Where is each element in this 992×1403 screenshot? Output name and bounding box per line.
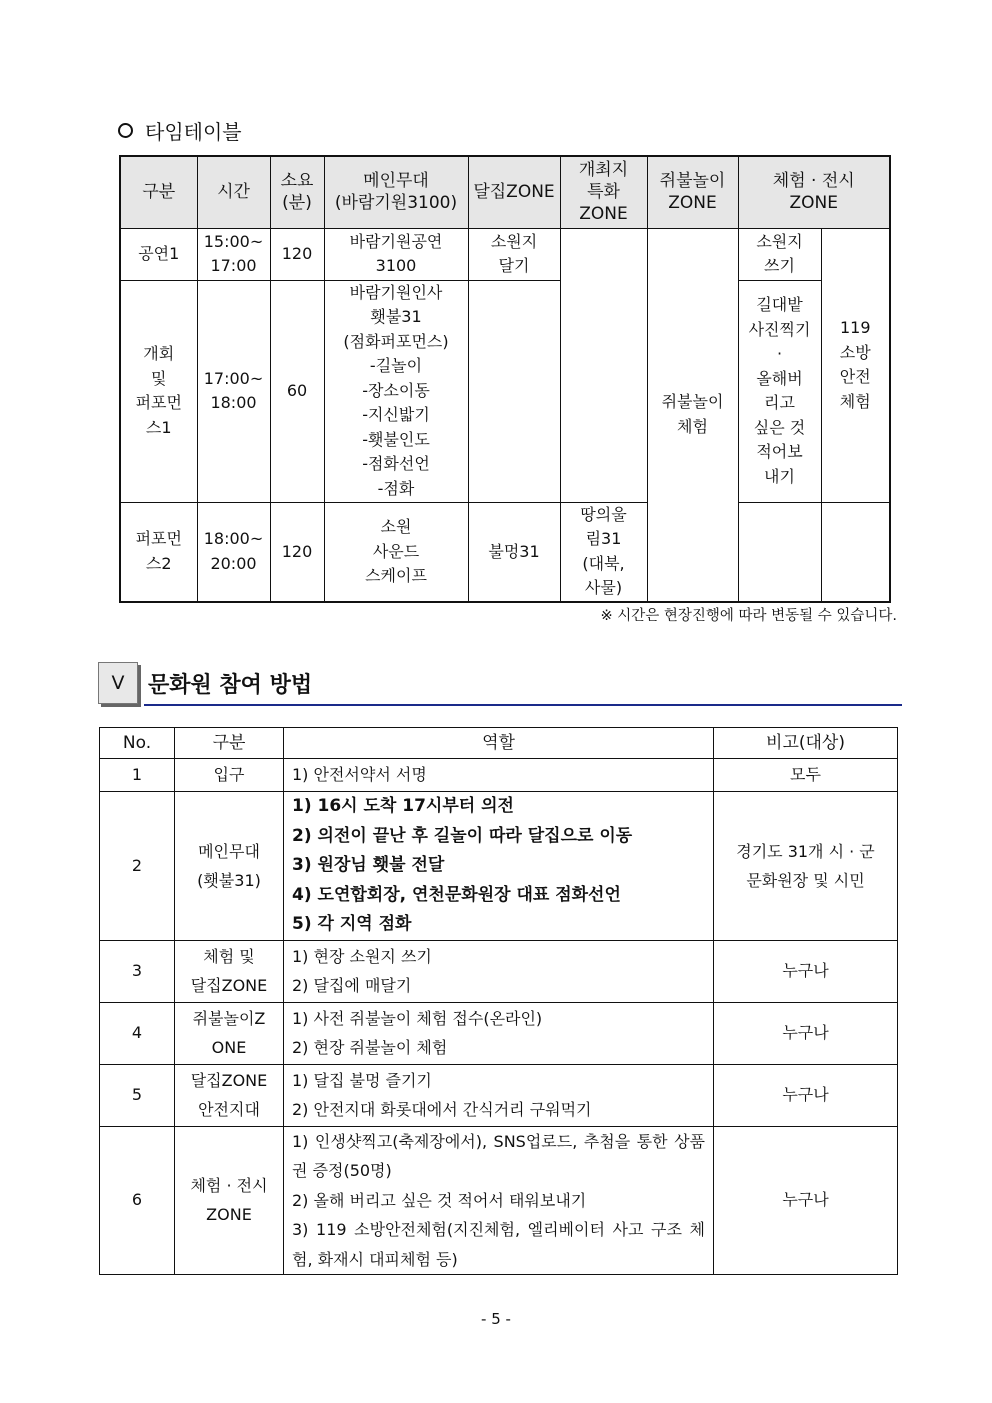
section-underline xyxy=(144,704,902,706)
header-cell: 비고(대상) xyxy=(714,728,898,759)
cell-duration: 120 xyxy=(270,502,324,602)
table-row xyxy=(100,792,898,941)
header-cell: 개최지 특화 ZONE xyxy=(560,156,647,228)
cell-daljip-empty xyxy=(468,280,560,502)
role-line: 1) 인생샷찍고(축제장에서), SNS업로드, 추첨을 통한 상품권 증정(50명) xyxy=(292,1131,705,1180)
cell-role xyxy=(284,1126,714,1275)
header-cell: 쥐불놀이 ZONE xyxy=(647,156,738,228)
timetable-heading xyxy=(118,116,242,145)
table-row xyxy=(100,1064,898,1126)
cell-target: 누구나 xyxy=(714,1064,898,1126)
cell-category: 공연1 xyxy=(120,228,197,280)
cell-daljip: 소원지 달기 xyxy=(468,228,560,280)
cell-role xyxy=(284,940,714,1002)
role-line: 1) 달집 불멍 즐기기 xyxy=(292,1070,432,1090)
role-line: 3) 119 소방안전체험(지진체험, 엘리베이터 사고 구조 체험, 화재시 대피체험 등) xyxy=(292,1220,705,1269)
cell-role xyxy=(284,759,714,792)
timetable-title: 타임테이블 xyxy=(145,120,242,144)
header-cell: No. xyxy=(100,728,175,759)
cell-target: 누구나 xyxy=(714,1002,898,1064)
cell-fire-safety: 119 소방 안전 체험 xyxy=(821,228,890,502)
cell-category: 체험 및 달집ZONE xyxy=(175,940,284,1002)
section-heading xyxy=(98,662,902,706)
cell-category: 개회 및 퍼포먼 스1 xyxy=(120,280,197,502)
cell-no: 2 xyxy=(100,792,175,941)
section-title: 문화원 참여 방법 xyxy=(148,673,313,698)
timetable-row xyxy=(120,280,890,502)
cell-role xyxy=(284,1064,714,1126)
role-line: 2) 안전지대 화롯대에서 간식거리 구워먹기 xyxy=(292,1100,592,1119)
cell-fire-empty xyxy=(821,502,890,602)
participation-table xyxy=(99,727,898,1275)
table-row xyxy=(100,1002,898,1064)
cell-main-stage: 소원 사운드 스케이프 xyxy=(324,502,468,602)
cell-duration: 120 xyxy=(270,228,324,280)
participation-header-row xyxy=(100,728,898,759)
cell-host: 땅의울 림31 (대북, 사물) xyxy=(560,502,647,602)
cell-target: 누구나 xyxy=(714,940,898,1002)
cell-no: 6 xyxy=(100,1126,175,1275)
cell-category: 퍼포먼 스2 xyxy=(120,502,197,602)
cell-no: 3 xyxy=(100,940,175,1002)
cell-main-stage: 바람기원인사 횃불31 (점화퍼포먼스) -길놀이 -장소이동 -지신밟기 -횃불인도 -점화선언 -점화 xyxy=(324,280,468,502)
table-row xyxy=(100,759,898,792)
role-line: 3) 원장님 횃불 전달 xyxy=(292,855,445,875)
cell-category: 입구 xyxy=(175,759,284,792)
timetable-row xyxy=(120,502,890,602)
section-number: Ⅴ xyxy=(98,662,138,704)
cell-jwibul: 쥐불놀이 체험 xyxy=(647,228,738,602)
circle-bullet-icon xyxy=(118,123,133,138)
cell-daljip: 불멍31 xyxy=(468,502,560,602)
role-line: 1) 16시 도착 17시부터 의전 xyxy=(292,796,514,816)
table-row xyxy=(100,1126,898,1275)
role-line: 1) 현장 소원지 쓰기 xyxy=(292,946,432,966)
timetable-note: ※ 시간은 현장진행에 따라 변동될 수 있습니다. xyxy=(600,608,897,624)
cell-category: 달집ZONE 안전지대 xyxy=(175,1064,284,1126)
page-number: - 5 - xyxy=(481,1310,511,1328)
cell-no: 4 xyxy=(100,1002,175,1064)
cell-main-stage: 바람기원공연 3100 xyxy=(324,228,468,280)
header-cell: 체험 · 전시 ZONE xyxy=(738,156,890,228)
cell-experience: 길대밭 사진찍기 · 올해버 리고 싶은 것 적어보 내기 xyxy=(738,280,821,502)
table-row xyxy=(100,940,898,1002)
header-cell: 달집ZONE xyxy=(468,156,560,228)
cell-time: 17:00~ 18:00 xyxy=(197,280,270,502)
cell-experience: 소원지 쓰기 xyxy=(738,228,821,280)
cell-experience-empty xyxy=(738,502,821,602)
role-line: 2) 의전이 끝난 후 길놀이 따라 달집으로 이동 xyxy=(292,825,633,846)
cell-category: 체험 · 전시 ZONE xyxy=(175,1126,284,1275)
role-line: 1) 사전 쥐불놀이 체험 접수(온라인) xyxy=(292,1008,543,1028)
role-line: 5) 각 지역 점화 xyxy=(292,914,412,934)
cell-no: 1 xyxy=(100,759,175,792)
timetable-header-row xyxy=(120,156,890,228)
cell-category: 메인무대 (횃불31) xyxy=(175,792,284,941)
role-line: 2) 현장 쥐불놀이 체험 xyxy=(292,1038,448,1057)
role-line: 1) 안전서약서 서명 xyxy=(292,765,427,785)
cell-category: 쥐불놀이Z ONE xyxy=(175,1002,284,1064)
cell-target: 누구나 xyxy=(714,1126,898,1275)
cell-role xyxy=(284,792,714,941)
header-cell: 시간 xyxy=(197,156,270,228)
header-cell: 구분 xyxy=(175,728,284,759)
role-line: 2) 올해 버리고 싶은 것 적어서 태워보내기 xyxy=(292,1190,587,1210)
cell-duration: 60 xyxy=(270,280,324,502)
cell-target: 경기도 31개 시 · 군 문화원장 및 시민 xyxy=(714,792,898,941)
cell-target: 모두 xyxy=(714,759,898,792)
timetable-row xyxy=(120,228,890,280)
role-line: 4) 도연합회장, 연천문화원장 대표 점화선언 xyxy=(292,884,621,905)
timetable-table xyxy=(119,155,891,603)
cell-no: 5 xyxy=(100,1064,175,1126)
cell-host-empty xyxy=(560,228,647,502)
header-cell: 소요 (분) xyxy=(270,156,324,228)
role-line: 2) 달집에 매달기 xyxy=(292,976,412,995)
cell-time: 15:00~ 17:00 xyxy=(197,228,270,280)
header-cell: 메인무대 (바람기원3100) xyxy=(324,156,468,228)
header-cell: 역할 xyxy=(284,728,714,759)
cell-time: 18:00~ 20:00 xyxy=(197,502,270,602)
header-cell: 구분 xyxy=(120,156,197,228)
cell-role xyxy=(284,1002,714,1064)
